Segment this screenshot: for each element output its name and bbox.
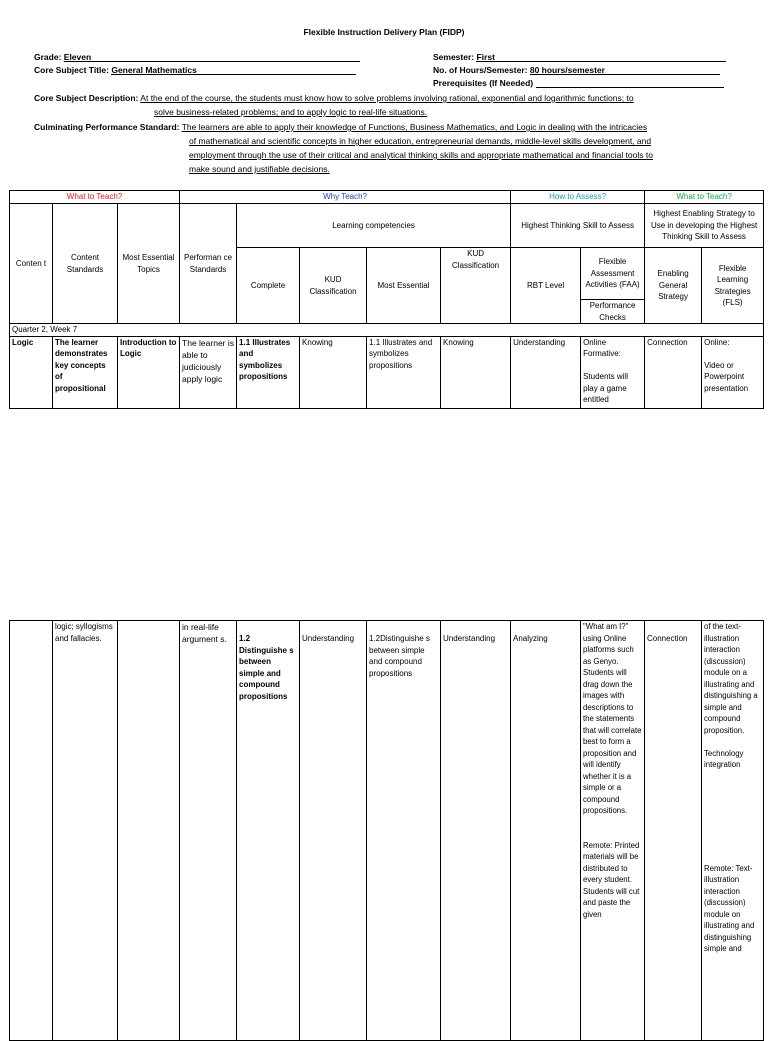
row2-enabling: Connection [645, 621, 702, 1041]
header-what-to-teach-2: What to Teach? [645, 191, 764, 204]
row1-topics: Introduction to Logic [118, 336, 180, 408]
row1-most-essential: 1.1 Illustrates and symbolizes propositions [367, 336, 441, 408]
fidp-table [9, 190, 764, 409]
fidp-table-continued [9, 620, 764, 1041]
header-highest-thinking: Highest Thinking Skill to Assess [511, 204, 645, 248]
culminating-standard: Culminating Performance Standard: The learners are able to apply their knowledge of Functions, Business Mathematics, and Logic in dealing with the intricacies of mathematical and scientific concepts in higher education, entrepreneurial demands, middle-level skills development, and employment through the use of their critical and analytical thinking skills and appropriate mathematical and financial tools to make sound and justifiable decisions. [34, 122, 653, 174]
row1-faa: Online Formative: Students will play a game entitled [581, 336, 645, 408]
header-complete: Complete [237, 248, 300, 324]
row2-rbt: Analyzing [511, 621, 581, 1041]
subject-line: Core Subject Title: General Mathematics [34, 65, 356, 75]
row2-fls: of the text-illustration interaction (discussion) module on a illustrating and distinguishing a simple and compound proposition. Technology integration Remote: Text-illustration interaction (discussion) module on illustrating and distinguishing simple and [702, 621, 764, 1041]
row2-topics [118, 621, 180, 1041]
header-what-to-teach: What to Teach? [10, 191, 180, 204]
row2-content [10, 621, 53, 1041]
prereq-line: Prerequisites (If Needed) [433, 78, 724, 88]
row2-performance: in real-life argument s. [180, 621, 237, 1041]
row1-content-standards: The learner demonstrates key concepts of propositional [53, 336, 118, 408]
header-rbt-level: RBT Level [511, 248, 581, 324]
header-faa: Flexible Assessment Activities (FAA) [581, 248, 645, 300]
header-highest-enabling: Highest Enabling Strategy to Use in developing the Highest Thinking Skill to Assess [645, 204, 764, 248]
semester-value: First [476, 52, 495, 62]
core-description: Core Subject Description: At the end of the course, the students must know how to solve problems involving rational, exponential and logarithmic functions; to solve business-related problems; and to apply logic to real-life situations. [34, 93, 634, 117]
header-why-teach: Why Teach? [180, 191, 511, 204]
header-learning-competencies: Learning competencies [237, 204, 511, 248]
header-kud-classification: KUD Classification [300, 248, 367, 324]
hours-line: No. of Hours/Semester: 80 hours/semester [433, 65, 720, 75]
header-how-to-assess: How to Assess? [511, 191, 645, 204]
row2-complete: 1.2 Distinguishe s between simple and compound propositions [237, 621, 300, 1041]
row1-complete: 1.1 Illustrates and symbolizes propositions [237, 336, 300, 408]
page-title: Flexible Instruction Delivery Plan (FIDP) [303, 27, 465, 37]
header-fls: Flexible Learning Strategies (FLS) [702, 248, 764, 324]
row1-performance: The learner is able to judiciously apply logic [180, 336, 237, 408]
header-most-essential-topics: Most Essential Topics [118, 204, 180, 324]
header-performance-checks: Performance Checks [581, 300, 645, 324]
row1-fls: Online: Video or Powerpoint presentation [702, 336, 764, 408]
quarter-label: Quarter 2, Week 7 [10, 324, 764, 337]
row1-enabling: Connection [645, 336, 702, 408]
row1-content: Logic [10, 336, 53, 408]
grade-line: Grade: Eleven [34, 52, 360, 62]
header-kud-classification-2: KUD Classification [441, 248, 511, 324]
header-performance-standards: Performan ce Standards [180, 204, 237, 324]
header-content-standards: Content Standards [53, 204, 118, 324]
table-row [10, 621, 764, 1041]
row2-kud1: Understanding [300, 621, 367, 1041]
row1-kud1: Knowing [300, 336, 367, 408]
row2-content-standards: logic; syllogisms and fallacies. [53, 621, 118, 1041]
row2-kud2: Understanding [441, 621, 511, 1041]
hours-value: 80 hours/semester [529, 65, 605, 75]
table-row [10, 336, 764, 408]
subject-value: General Mathematics [111, 65, 197, 75]
row2-faa: "What am I?" using Online platforms such as Genyo. Students will drag down the images with descriptions to the statements that will correlate best to form a proposition and will identify whether it is a simple or a compound propositions. Remote: Printed materials will be distributed to every student. Students will cut and paste the given [581, 621, 645, 1041]
header-most-essential: Most Essential [367, 248, 441, 324]
row2-most-essential: 1.2Distinguishe s between simple and compound propositions [367, 621, 441, 1041]
row1-kud2: Knowing [441, 336, 511, 408]
grade-value: Eleven [63, 52, 92, 62]
semester-line: Semester: First [433, 52, 726, 62]
row1-rbt: Understanding [511, 336, 581, 408]
header-content: Conten t [10, 204, 53, 324]
header-enabling-general: Enabling General Strategy [645, 248, 702, 324]
